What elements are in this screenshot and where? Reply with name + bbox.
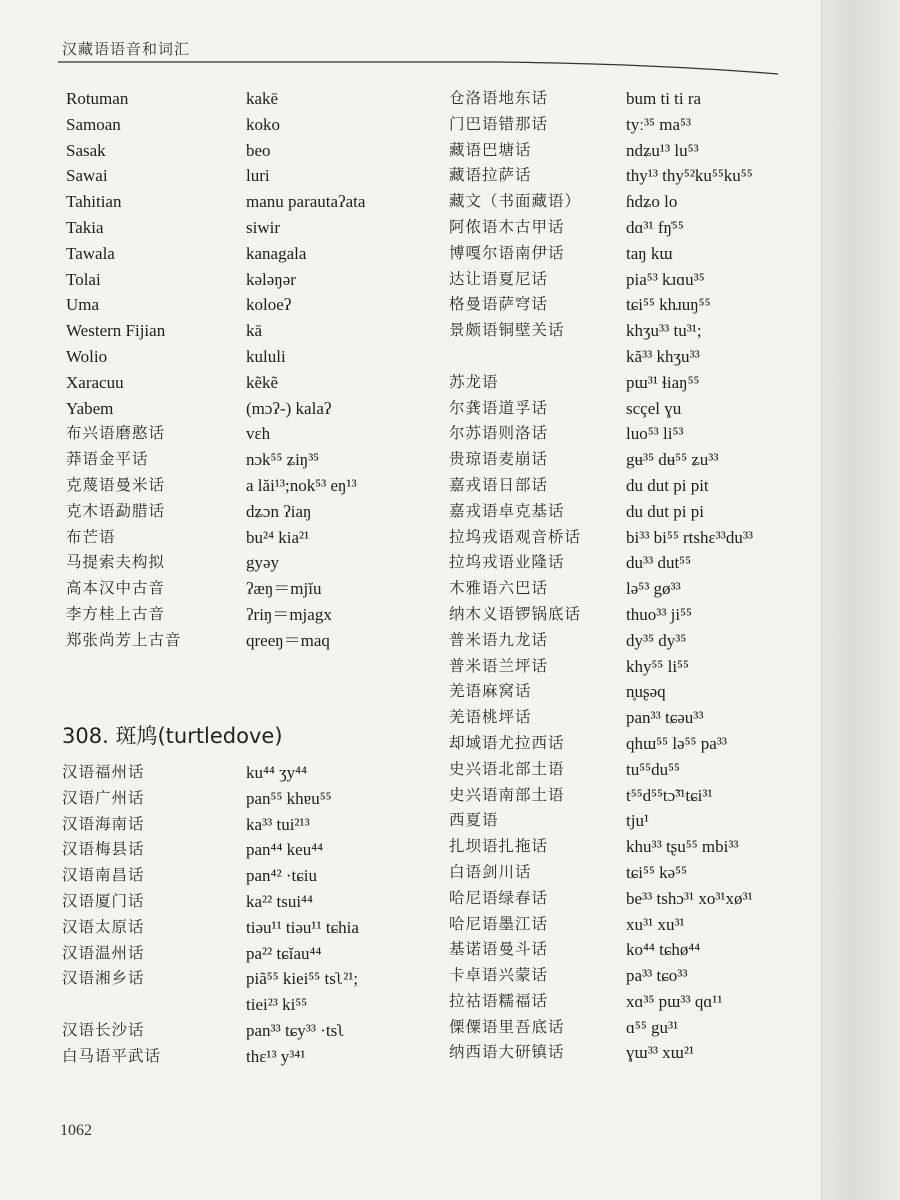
word-form: xɑ³⁵ pɯ³³ qɑ¹¹ [626, 991, 723, 1011]
word-form: kā [246, 321, 263, 341]
word-form: du dut pi pit [626, 475, 709, 495]
word-form: khʒu³³ tu³¹; [626, 321, 702, 341]
language-name: 哈尼语绿春话 [449, 888, 549, 907]
entry-row [449, 912, 789, 938]
word-form: dy³⁵ dy³⁵ [626, 630, 687, 650]
entry-row [449, 602, 789, 628]
entry-row [449, 189, 789, 215]
entry-row [449, 370, 789, 396]
language-name: 普米语兰坪话 [449, 656, 549, 675]
language-name: 阿侬语木古甲话 [449, 217, 565, 236]
language-name: 达让语夏尼话 [449, 269, 549, 288]
language-name: 羌语麻窝话 [449, 682, 532, 701]
language-name: Sawai [66, 166, 108, 186]
language-name: 却域语尤拉西话 [449, 733, 565, 752]
word-form: tɕi⁵⁵ khɹuŋ⁵⁵ [626, 295, 711, 315]
word-form: bum ti ti ra [626, 89, 702, 108]
language-name: 汉语梅县话 [62, 840, 145, 859]
language-name: 布芒语 [66, 527, 116, 546]
word-form: dʑɔn ʔiaŋ [246, 501, 312, 521]
language-name: 汉语太原话 [62, 917, 145, 936]
language-name: 汉语温州话 [62, 943, 145, 962]
word-form: qhɯ⁵⁵ lə⁵⁵ pa³³ [626, 733, 727, 753]
entry-row [449, 163, 789, 189]
entry-row [449, 628, 789, 654]
entry-row [66, 189, 426, 215]
language-name: 史兴语北部土语 [449, 759, 565, 778]
language-name: 基诺语曼斗话 [449, 940, 549, 959]
entry-row [66, 499, 426, 525]
entry-row [449, 525, 789, 551]
word-form: kələŋər [246, 269, 296, 289]
entry-row [66, 550, 426, 576]
word-form: pɯ³¹ ɬiaŋ⁵⁵ [626, 372, 700, 392]
entry-row [449, 421, 789, 447]
word-form: bi³³ bi⁵⁵ rtshɛ³³du³³ [626, 527, 754, 547]
entry-row [66, 241, 426, 267]
language-name: 博嘎尔语南伊话 [449, 243, 565, 262]
entry-row [66, 370, 426, 396]
entry-row [449, 576, 789, 602]
word-form: pan⁴² ·tɕiu [246, 866, 317, 886]
word-form: pan³³ tɕy³³ ·tsʅ [246, 1020, 345, 1040]
entry-row [449, 473, 789, 499]
entry-row [66, 318, 426, 344]
entry-row [449, 112, 789, 138]
entry-row [449, 292, 789, 318]
entry-row [449, 86, 789, 112]
language-name: 景颇语铜壁关话 [449, 321, 565, 340]
language-name: 汉语广州话 [62, 788, 145, 807]
language-name: 拉祜语糯福话 [449, 991, 549, 1010]
entry-row [66, 628, 426, 654]
language-name: 西夏语 [449, 811, 499, 830]
word-form: thy¹³ thy⁵²ku⁵⁵ku⁵⁵ [626, 166, 753, 186]
running-head: 汉藏语语音和词汇 [62, 40, 191, 58]
language-name: 克蔑语曼米话 [66, 475, 166, 494]
entry-row [449, 679, 789, 705]
entry-row [449, 757, 789, 783]
entry-row [449, 447, 789, 473]
entry-row [449, 834, 789, 860]
entry-row [66, 292, 426, 318]
word-form: khy⁵⁵ li⁵⁵ [626, 656, 689, 676]
word-form: nɔk⁵⁵ ʑiŋ³⁵ [246, 450, 320, 470]
language-name: 汉语厦门话 [62, 891, 145, 910]
language-name: Yabem [66, 398, 114, 418]
entry-row [449, 241, 789, 267]
word-form: scçel ɣu [626, 398, 682, 418]
language-name: Tawala [66, 243, 115, 263]
word-form: ɦdʑo lo [626, 192, 678, 212]
language-name: Takia [66, 217, 104, 237]
word-form: gʉ³⁵ dʉ⁵⁵ ʑu³³ [626, 450, 719, 470]
entry-row [449, 886, 789, 912]
language-name: 纳西语大研镇话 [449, 1043, 565, 1062]
word-form: tu⁵⁵du⁵⁵ [626, 759, 680, 779]
language-name: Tolai [66, 269, 101, 289]
entry-row [449, 267, 789, 293]
word-form: koloeʔ [246, 295, 292, 315]
entry-row [449, 783, 789, 809]
word-form: piã⁵⁵ kiei⁵⁵ tsʅ²¹; [246, 969, 359, 989]
language-name: 汉语湘乡话 [62, 969, 145, 988]
language-name: 莽语金平话 [66, 450, 149, 469]
entry-row [66, 344, 426, 370]
word-form: beo [246, 140, 271, 160]
language-name: 拉坞戎语业隆话 [449, 553, 565, 572]
word-form: du dut pi pi [626, 501, 704, 521]
language-name: Xaracuu [66, 372, 124, 392]
word-form: vɛh [246, 424, 271, 444]
word-form: qreeŋ＝maq [246, 630, 330, 650]
entry-row [449, 318, 789, 344]
entry-row [66, 86, 426, 112]
word-form: pan⁵⁵ khɐu⁵⁵ [246, 788, 332, 808]
language-name: Tahitian [66, 192, 122, 212]
entry-row [449, 963, 789, 989]
language-name: 白马语平武话 [62, 1046, 162, 1065]
word-form: pa³³ tɕo³³ [626, 966, 688, 986]
entry-row [449, 550, 789, 576]
language-name: Rotuman [66, 89, 129, 108]
language-name: 哈尼语墨江话 [449, 914, 549, 933]
word-form: dɑ³¹ fŋ̍⁵⁵ [626, 217, 684, 237]
language-name: 汉语长沙话 [62, 1020, 145, 1039]
language-name: 汉语福州话 [62, 763, 145, 781]
language-name: 门巴语错那话 [449, 114, 549, 133]
word-form: ko⁴⁴ tɕhø⁴⁴ [626, 940, 701, 960]
word-form: kakē [246, 89, 279, 108]
language-name: 拉坞戎语观音桥话 [449, 527, 582, 546]
entry-row [449, 989, 789, 1015]
entry-row [449, 1015, 789, 1041]
word-form: xu³¹ xu³¹ [626, 914, 685, 934]
entry-row [66, 525, 426, 551]
language-name: 李方桂上古音 [66, 604, 166, 623]
word-form: siwir [246, 217, 280, 237]
entry-row [66, 138, 426, 164]
word-form: kẽkẽ [246, 372, 279, 392]
word-form: ɑ⁵⁵ gu³¹ [626, 1017, 679, 1037]
entry-row [449, 1040, 789, 1066]
word-form: kanagala [246, 243, 307, 263]
language-name: Western Fijian [66, 321, 166, 341]
entry-row [66, 267, 426, 293]
entry-row [449, 215, 789, 241]
left-column-entries [66, 86, 426, 654]
language-name: 郑张尚芳上古音 [66, 630, 182, 649]
language-name: 史兴语南部土语 [449, 785, 565, 804]
entry-row [449, 731, 789, 757]
page-number: 1062 [60, 1122, 92, 1139]
language-name: Uma [66, 295, 100, 315]
entry-row [66, 396, 426, 422]
language-name: 马提索夫构拟 [66, 553, 166, 572]
entry-row [449, 344, 789, 370]
section-number: 308. [62, 724, 109, 748]
language-name: 羌语桃坪话 [449, 708, 532, 727]
header-rule [58, 60, 778, 78]
word-form: ɣɯ³³ xɯ²¹ [626, 1043, 695, 1063]
entry-row [66, 576, 426, 602]
word-form: taŋ kɯ [626, 243, 673, 263]
word-form: kă³³ khʒu³³ [626, 346, 700, 366]
language-name: 汉语海南话 [62, 814, 145, 833]
entry-row [66, 112, 426, 138]
word-form: thɛ¹³ y³⁴¹ [246, 1046, 306, 1066]
entry-row [449, 937, 789, 963]
language-name: 高本汉中古音 [66, 579, 166, 598]
entry-row [449, 654, 789, 680]
word-form: (mɔʔ-) kalaʔ [246, 398, 332, 418]
language-name: 贵琼语麦崩话 [449, 450, 549, 469]
language-name: 卡卓语兴蒙话 [449, 966, 549, 985]
right-column-entries [449, 86, 789, 1066]
entry-row [449, 396, 789, 422]
word-form: khu³³ tʂu⁵⁵ mbi³³ [626, 837, 739, 857]
entry-row [66, 215, 426, 241]
word-form: pan⁴⁴ keu⁴⁴ [246, 840, 324, 860]
entry-row [449, 808, 789, 834]
word-form: pia⁵³ kɹɑu³⁵ [626, 269, 705, 289]
entry-row [66, 447, 426, 473]
language-name: 仓洛语地东话 [449, 89, 549, 107]
language-name: 藏语巴塘话 [449, 140, 532, 159]
language-name: Samoan [66, 114, 121, 134]
word-form: n̥uʂəq [626, 682, 666, 702]
word-form: tyː³⁵ ma⁵³ [626, 114, 692, 134]
entry-row [66, 602, 426, 628]
language-name: 尔苏语则洛话 [449, 424, 549, 443]
language-name: 白语剑川话 [449, 862, 532, 881]
language-name: 嘉戎语日部话 [449, 475, 549, 494]
section-heading [62, 720, 283, 750]
language-name: 汉语南昌话 [62, 866, 145, 885]
entry-row [66, 473, 426, 499]
word-form: tiəu¹¹ tiəu¹¹ tɕhia [246, 917, 359, 937]
word-form: ka³³ tui²¹³ [246, 814, 310, 834]
entry-row [449, 705, 789, 731]
word-form: ka²² tsui⁴⁴ [246, 891, 313, 911]
word-form: ndʑu¹³ lu⁵³ [626, 140, 699, 160]
word-form: thuo³³ ji⁵⁵ [626, 604, 692, 624]
language-name: 扎坝语扎拖话 [449, 837, 549, 856]
page-edge-shadow [821, 0, 900, 1200]
entry-row [66, 163, 426, 189]
word-form: luri [246, 166, 270, 186]
language-name: 藏文（书面藏语） [449, 192, 582, 211]
entry-row [449, 499, 789, 525]
language-name: 木雅语六巴话 [449, 579, 549, 598]
word-form: luo⁵³ li⁵³ [626, 424, 684, 444]
word-form: tɕi⁵⁵ kə⁵⁵ [626, 862, 687, 882]
word-form: ku⁴⁴ ʒy⁴⁴ [246, 763, 308, 782]
language-name: 嘉戎语卓克基话 [449, 501, 565, 520]
word-form: t⁵⁵d⁵⁵tɔ̃³¹tɕi³¹ [626, 785, 713, 805]
word-form: lə⁵³ gø³³ [626, 579, 681, 599]
word-form: tiei²³ ki⁵⁵ [246, 995, 308, 1015]
word-form: pa²² tɕĭau⁴⁴ [246, 943, 322, 963]
word-form: kululi [246, 346, 286, 366]
word-form: be³³ tshɔ³¹ xo³¹xø³¹ [626, 888, 753, 908]
language-name: 克木语勐腊话 [66, 501, 166, 520]
language-name: 苏龙语 [449, 372, 499, 391]
word-form: manu parautaʔata [246, 192, 366, 212]
language-name: Wolio [66, 346, 108, 366]
entry-row [66, 421, 426, 447]
word-form: du³³ dut⁵⁵ [626, 553, 692, 573]
word-form: pan³³ tɕəu³³ [626, 708, 704, 728]
language-name: 纳木义语锣锅底话 [449, 604, 582, 623]
word-form: bu²⁴ kia²¹ [246, 527, 310, 547]
language-name: 傈僳语里吾底话 [449, 1017, 565, 1036]
word-form: a lăi¹³;nok⁵³ eŋ¹³ [246, 475, 357, 495]
language-name: 藏语拉萨话 [449, 166, 532, 185]
language-name: 普米语九龙话 [449, 630, 549, 649]
language-name: 尔龚语道孚话 [449, 398, 549, 417]
entry-row [449, 138, 789, 164]
entry-row [449, 860, 789, 886]
word-form: gyəy [246, 553, 280, 573]
section-title: 斑鸠(turtledove) [115, 724, 283, 748]
word-form: ʔriŋ＝mjagx [246, 604, 332, 624]
word-form: koko [246, 114, 280, 134]
word-form: ʔæŋ＝mjĭu [246, 579, 322, 599]
language-name: 布兴语磨憨话 [66, 424, 166, 443]
language-name: 格曼语萨穹话 [449, 295, 549, 314]
word-form: tju¹ [626, 811, 650, 831]
language-name: Sasak [66, 140, 106, 160]
